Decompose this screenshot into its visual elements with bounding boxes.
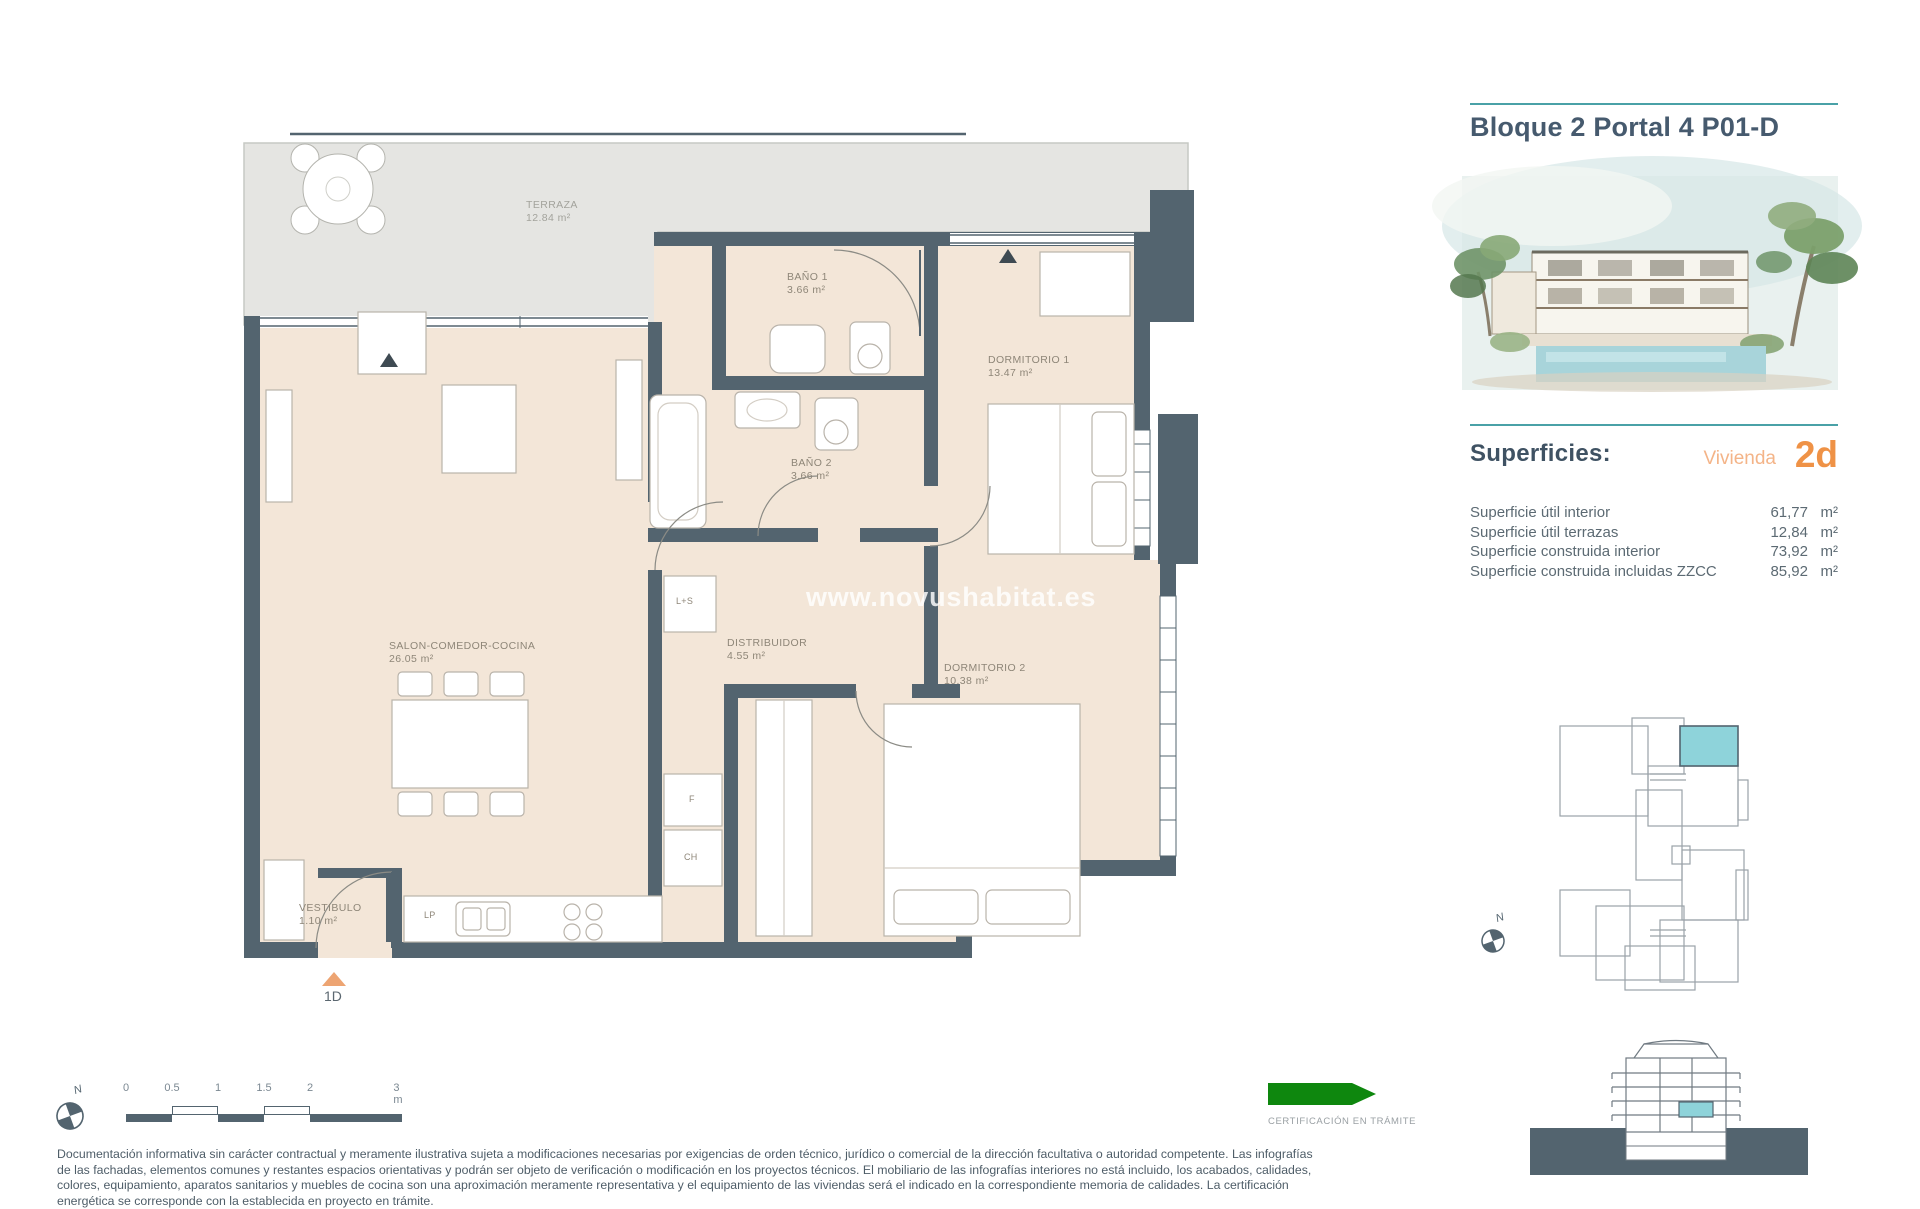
certification-label: CERTIFICACIÓN EN TRÁMITE	[1268, 1116, 1417, 1127]
scale-tick: 3 m	[393, 1082, 403, 1106]
surface-row: Superficie útil terrazas 12,84 m²	[1470, 523, 1838, 541]
appliance-label-dishwasher: LP	[424, 910, 436, 920]
appliance-label-laundry: L+S	[676, 596, 694, 606]
surface-row: Superficie útil interior 61,77 m²	[1470, 504, 1838, 521]
disclaimer-text: Documentación informativa sin carácter contractual y meramente ilustrativa sujeta a modificaciones necesarias por exigencias de orden técnico, jurídico o comercial de la dirección facultativa o autoridad competente. Las infografías de las fachadas, elementos comunes y restantes espacios orientativas y podrán ser objeto de verificación o modificación en los proyectos técnicos. El mobiliario de las infografías interiores no está incluido, los acabados, calidades, colores, equipamiento, aparatos sanitarios y muebles de cocina son una aproximación meramente representativa y el equipamiento de las viviendas será el indicado en la correspondiente memoria de calidades. La certificación energética se corresponde con la establecida en proyecto en trámite.	[57, 1147, 1313, 1208]
mid-rule	[1470, 424, 1838, 426]
entrance-marker-label: 1D	[324, 988, 342, 1004]
vivienda-code: 2d	[1794, 434, 1838, 475]
highlighted-unit	[1680, 726, 1738, 766]
watermark-text: www.novushabitat.es	[806, 582, 1097, 612]
room-label-vestibulo: VESTIBULO 1.10 m²	[299, 902, 362, 927]
key-site-plan	[1540, 700, 1820, 1000]
room-label-terraza: TERRAZA 12.84 m²	[526, 199, 578, 224]
scale-tick: 0.5	[164, 1082, 180, 1094]
scale-tick: 1	[214, 1082, 222, 1094]
scale-tick: 2	[306, 1082, 314, 1094]
scale-tick: 0	[122, 1082, 130, 1094]
appliance-label-fridge: F	[689, 794, 695, 804]
scale-tick: 1.5	[256, 1082, 272, 1094]
surface-row: Superficie construida interior 73,92 m²	[1470, 543, 1838, 560]
surface-row: Superficie construida incluidas ZZCC 85,92 m²	[1470, 562, 1838, 580]
superficies-heading: Superficies:	[1470, 440, 1611, 467]
scale-bar	[122, 1082, 403, 1124]
entrance-arrow-icon	[322, 972, 346, 986]
room-label-distribuidor: DISTRIBUIDOR 4.55 m²	[727, 637, 808, 662]
appliance-label-heater: CH	[684, 852, 698, 862]
room-label-salon: SALON-COMEDOR-COCINA 26.05 m²	[389, 640, 536, 665]
top-rule	[1470, 103, 1838, 105]
compass-icon	[52, 1094, 92, 1134]
north-label: N	[72, 1083, 84, 1097]
surfaces-table	[1470, 503, 1838, 581]
room-label-bano2: BAÑO 2 3.66 m²	[791, 457, 832, 482]
room-label-dormitorio1: DORMITORIO 1 13.47 m²	[988, 354, 1070, 379]
room-label-bano1: BAÑO 1 3.66 m²	[787, 271, 828, 296]
superficies-heading-row	[1470, 434, 1838, 484]
north-label: N	[1494, 911, 1506, 925]
compass-icon	[1478, 922, 1512, 956]
project-rendering-image	[1462, 176, 1838, 390]
page-title: Bloque 2 Portal 4 P01-D	[1470, 112, 1780, 142]
vivienda-label: Vivienda	[1703, 448, 1776, 469]
energy-certification-arrow-icon	[1268, 1076, 1398, 1112]
highlighted-floor	[1679, 1102, 1713, 1117]
room-label-dormitorio2: DORMITORIO 2 10.38 m²	[944, 662, 1026, 687]
